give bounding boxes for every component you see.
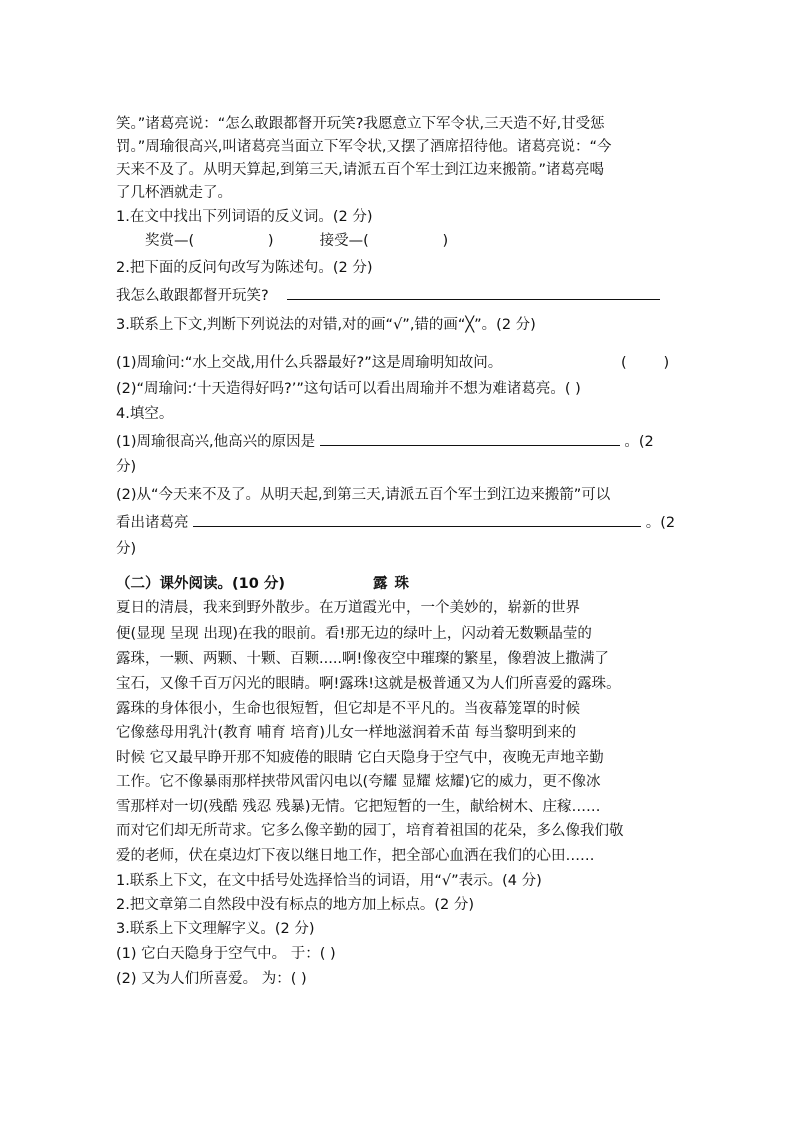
s2-q3-item-2[interactable]: (2) 又为人们所喜爱。 为：( ) [116, 971, 307, 987]
q2-prompt: 我怎么敢跟都督开玩笑? [116, 288, 269, 304]
s2-q3: 3.联系上下文理解字义。(2 分) [116, 921, 315, 937]
q4-item-1-row [116, 430, 654, 453]
q4-item-1-end: 。(2 [624, 434, 654, 450]
s2-q3-item-1[interactable]: (1) 它白天隐身于空气中。 于：( ) [116, 946, 336, 962]
q3-item-1-answer[interactable]: ( ) [621, 355, 670, 371]
q2-answer-line[interactable] [287, 284, 660, 300]
q2-row [116, 284, 660, 307]
q4-title: 4.填空。 [116, 406, 174, 422]
q3-item-1: (1)周瑜问:“水上交战,用什么兵器最好?”这是周瑜明知故问。 [116, 355, 503, 371]
s2-q2: 2.把文章第二自然段中没有标点的地方加上标点。(2 分) [116, 897, 474, 913]
q4-item-2-end: 。(2 [645, 515, 676, 531]
q4-item-2-line2: 看出诸葛亮 [116, 515, 189, 531]
q4-item-1-answer-line[interactable] [320, 430, 620, 446]
q4-item-2-answer-line[interactable] [193, 511, 641, 527]
q4-item-2-cont: 分) [116, 541, 137, 557]
q4-item-2: (2)从“今天来不及了。从明天起,到第三天,请派五百个军士到江边来搬箭”可以 [116, 487, 611, 503]
q2-title: 2.把下面的反问句改写为陈述句。(2 分) [116, 260, 373, 276]
passage-p1-line-1: 夏日的清晨，我来到野外散步。在万道霞光中，一个美妙的，崭新的世界 [116, 600, 580, 616]
q3-item-1-row [116, 352, 670, 374]
q4-item-1: (1)周瑜很高兴,他高兴的原因是 [116, 434, 316, 450]
section2-heading: （二）课外阅读。(10 分) [116, 576, 285, 592]
passage-p2-line-4: 工作。它不像暴雨那样挟带风雷闪电以(夸耀 显耀 炫耀)它的威力，更不像冰 [116, 774, 601, 790]
q3-title: 3.联系上下文,判断下列说法的对错,对的画“√”,错的画“╳”。(2 分) [116, 317, 536, 333]
q1-answer-row [145, 230, 448, 252]
intro-line-4: 了几杯酒就走了。 [116, 185, 232, 201]
passage-p2-line-7: 爱的老师，伏在桌边灯下夜以继日地工作，把全部心血洒在我们的心田…… [116, 848, 595, 864]
intro-line-1: 笑。”诸葛亮说：“怎么敢跟都督开玩笑?我愿意立下军令状,三天造不好,甘受惩 [116, 116, 605, 132]
q3-item-2: (2)“周瑜问:‘十天造得好吗?’”这句话可以看出周瑜并不想为难诸葛亮。( ) [116, 381, 581, 397]
intro-line-3: 天来不及了。从明天算起,到第三天,请派五百个军士到江边来搬箭。”诸葛亮喝 [116, 162, 604, 178]
passage-p1-line-2: 便(显现 呈现 出现)在我的眼前。看!那无边的绿叶上，闪动着无数颗晶莹的 [116, 626, 592, 642]
passage-title: 露 珠 [373, 576, 411, 592]
q1-antonym-items[interactable]: 奖赏—( ) 接受—( ) [145, 233, 449, 249]
q4-item-2-row [116, 511, 675, 534]
passage-p2-line-5: 雪那样对一切(残酷 残忍 残暴)无情。它把短暂的一生，献给树木、庄稼…… [116, 799, 601, 815]
passage-p2-line-1: 露珠的身体很小，生命也很短暂，但它却是不平凡的。当夜幕笼罩的时候 [116, 701, 580, 717]
passage-p2-line-3: 时候 它又最早睁开那不知疲倦的眼睛 它白天隐身于空气中，夜晚无声地辛勤 [116, 750, 604, 766]
s2-q1: 1.联系上下文，在文中括号处选择恰当的词语，用“√”表示。(4 分) [116, 873, 542, 889]
q4-item-1-cont: 分) [116, 459, 137, 475]
passage-p2-line-2: 它像慈母用乳汁(教育 哺育 培育)儿女一样地滋润着禾苗 每当黎明到来的 [116, 725, 577, 741]
q1-title: 1.在文中找出下列词语的反义词。(2 分) [116, 209, 373, 225]
passage-p1-line-3: 露珠，一颗、两颗、十颗、百颗.....啊!像夜空中璀璨的繁星，像碧波上撒满了 [116, 651, 609, 667]
passage-p1-line-4: 宝石，又像千百万闪光的眼睛。啊!露珠!这就是极普通又为人们所喜爱的露珠。 [116, 676, 621, 692]
passage-p2-line-6: 而对它们却无所苛求。它多么像辛勤的园丁，培育着祖国的花朵，多么像我们敬 [116, 823, 624, 839]
intro-line-2: 罚。”周瑜很高兴,叫诸葛亮当面立下军令状,又摆了酒席招待他。诸葛亮说：“今 [116, 139, 612, 155]
